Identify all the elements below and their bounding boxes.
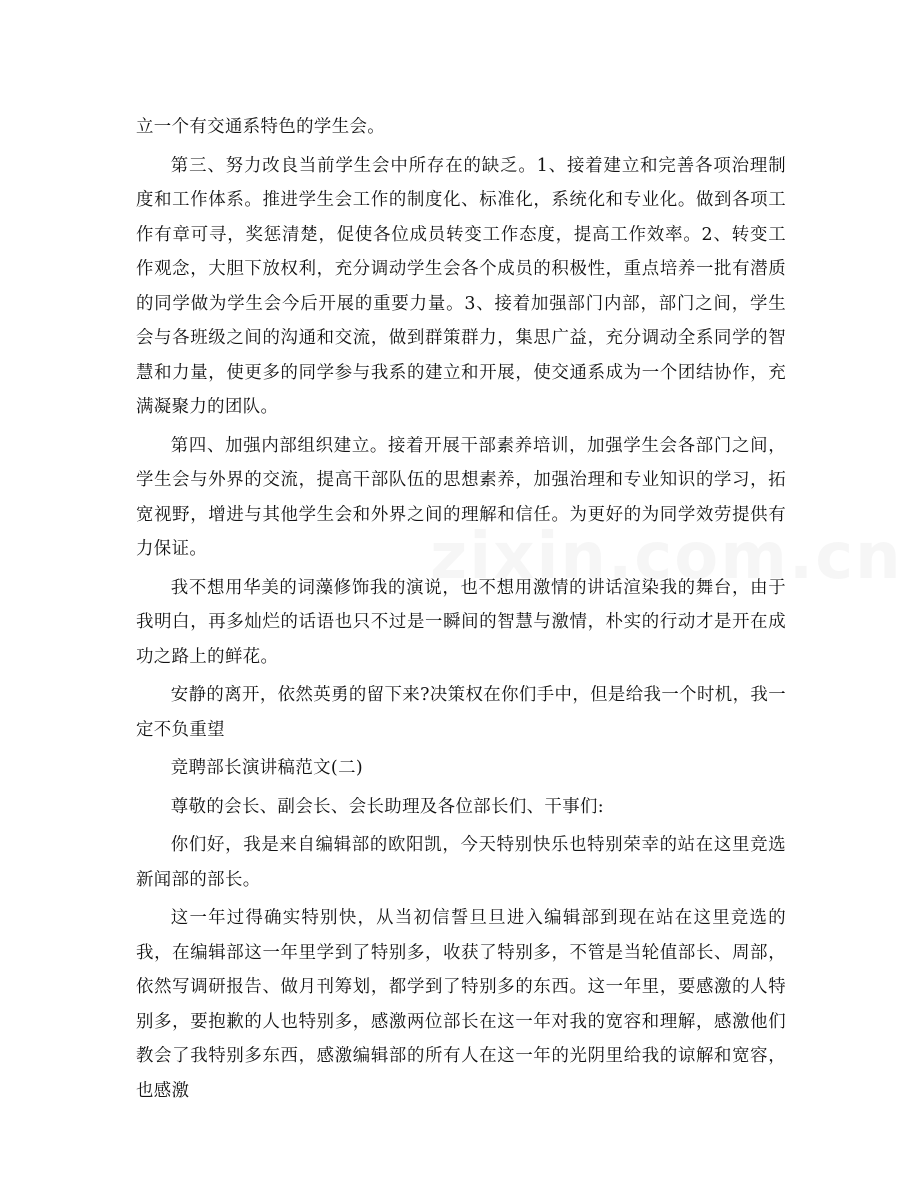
paragraph-reflection: 这一年过得确实特别快，从当初信誓旦旦进入编辑部到现在站在这里竞选的我，在编辑部这一年里学到了特别多，收获了特别多，不管是当轮值部长、周部，依然写调研报告、做月刊筹划，都学到了特别多的东西。这一年里，要感激的人特别多，要抱歉的人也特别多，感激两位部长在这一年对我的宽容和理解，感激他们教会了我特别多东西，感激编辑部的所有人在这一年的光阴里给我的谅解和宽容，也感激 <box>136 908 786 1101</box>
paragraph-greeting: 你们好，我是来自编辑部的欧阳凯，今天特别快乐也特别荣幸的站在这里竞选新闻部的部长。 <box>136 835 786 890</box>
paragraph-salutation: 尊敬的会长、副会长、会长助理及各位部长们、干事们: <box>170 796 605 817</box>
paragraph-continuation: 立一个有交通系特色的学生会。 <box>136 117 386 137</box>
paragraph-closing-thoughts: 我不想用华美的词藻修饰我的演说，也不想用激情的讲话渲染我的舞台，由于我明白，再多灿烂的话语也只不过是一瞬间的智慧与激情，朴实的行动才是开在成功之路上的鲜花。 <box>136 577 786 667</box>
document-body <box>136 110 786 1112</box>
section-heading: 竞聘部长演讲稿范文(二) <box>170 758 364 778</box>
paragraph-closing-line: 安静的离开，依然英勇的留下来?决策权在你们手中，但是给我一个时机，我一定不负重望 <box>136 685 786 740</box>
paragraph-fourth-point: 第四、加强内部组织建立。接着开展干部素养培训，加强学生会各部门之间，学生会与外界的交流，提高干部队伍的思想素养，加强治理和专业知识的学习，拓宽视野，增进与其他学生会和外界之间的理解和信任。为更好的为同学效劳提供有力保证。 <box>136 435 786 559</box>
paragraph-third-point: 第三、努力改良当前学生会中所存在的缺乏。1、接着建立和完善各项治理制度和工作体系。推进学生会工作的制度化、标准化，系统化和专业化。做到各项工作有章可寻，奖惩清楚，促使各位成员转变工作态度，提高工作效率。2、转变工作观念，大胆下放权利，充分调动学生会各个成员的积极性，重点培养一批有潜质的同学做为学生会今后开展的重要力量。3、接着加强部门内部，部门之间，学生会与各班级之间的沟通和交流，做到群策群力，集思广益，充分调动全系同学的智慧和力量，使更多的同学参与我系的建立和开展，使交通系成为一个团结协作，充满凝聚力的团队。 <box>136 155 786 417</box>
